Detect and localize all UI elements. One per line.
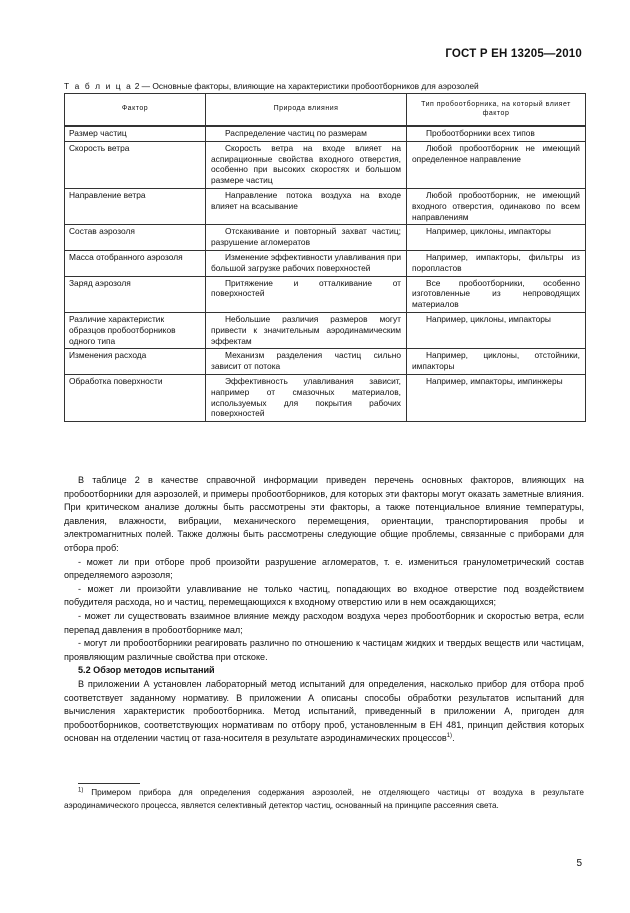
footnote-ref: 1) [446,733,453,740]
cell-type: Например, импакторы, импинжеры [407,374,586,421]
cell-factor: Изменения расхода [65,349,206,375]
cell-nature: Направление потока воздуха на входе влияет на всасывание [206,188,407,224]
cell-type: Пробоотборники всех типов [407,126,586,141]
body-text [64,474,584,746]
cell-nature: Отскакивание и повторный захват частиц; разрушение агломератов [206,225,407,251]
table-caption-text: 2 — Основные факторы, влияющие на характеристики пробоотборников для аэрозолей [134,81,479,91]
cell-factor: Масса отобранного аэрозоля [65,250,206,276]
cell-nature: Притяжение и отталкивание от поверхностей [206,276,407,312]
cell-type: Например, циклоны, отстойники, импакторы [407,349,586,375]
paragraph-test-methods-text: В приложении А установлен лабораторный метод испытаний для определения, насколько прибор для отбора проб соответствует заданному нормативу. В приложении А описаны способы обработки результатов испытаний для вычисления характеристик пробоотборника. Метод испытаний, приведенный в приложении А, пригоден для пробоотборников, соответствующих нормативам по отбору проб, установленным в ЕН 481, принцип действия которых основан на отделении частиц от газа-носителя в результате аэродинамических процессов [64,678,584,744]
cell-factor: Скорость ветра [65,141,206,188]
cell-factor: Обработка поверхности [65,374,206,421]
cell-factor: Различие характеристик образцов пробоотборников одного типа [65,312,206,348]
list-item-agglomerates: - может ли при отборе проб произойти разрушение агломератов, т. е. измениться гранулометрический состав определяемого аэрозоля; [64,556,584,581]
cell-type: Например, циклоны, импакторы [407,225,586,251]
cell-type: Все пробоотборники, особенно изготовленные из непроводящих материалов [407,276,586,312]
table-row [65,276,586,312]
factors-table [64,93,586,422]
cell-nature: Небольшие различия размеров могут привести к значительным аэродинамическим эффектам [206,312,407,348]
cell-factor: Состав аэрозоля [65,225,206,251]
paragraph-end: . [452,733,455,744]
table-caption-prefix: Т а б л и ц а [64,81,133,91]
cell-factor: Направление ветра [65,188,206,224]
table-row [65,349,586,375]
list-item-flow-wind: - может ли существовать взаимное влияние между расходом воздуха через пробоотборник и скоростью ветра, если перепад давления в пробоотборнике мал; [64,610,584,635]
table-header-row [65,94,586,127]
column-header-factor: Фактор [65,94,206,127]
column-header-nature: Природа влияния [206,94,407,127]
cell-type: Например, импакторы, фильтры из поропластов [407,250,586,276]
cell-factor: Заряд аэрозоля [65,276,206,312]
footnote [64,787,584,813]
cell-type: Любой пробоотборник, не имеющий входного отверстия, одинаково по всем направлениям [407,188,586,224]
list-item-liquid-solid: - могут ли пробоотборники реагировать различно по отношению к частицам жидких и твердых веществ или частицам, проявляющим различные свойства при отскоке. [64,638,584,662]
cell-nature: Изменение эффективности улавливания при большой загрузке рабочих поверхностей [206,250,407,276]
page-number: 5 [576,858,582,869]
footnote-divider [78,783,140,784]
footnote-text: Примером прибора для определения содержания аэрозолей, не отделяющего частицы от воздуха в результате аэродинамического процесса, является селективный детектор частиц, основанный на принципе рассеяния света. [64,788,584,810]
cell-type: Любой пробоотборник не имеющий определенное направление [407,141,586,188]
cell-nature: Скорость ветра на входе влияет на аспирационные свойства входного отверстия, особенно при высоких скоростях и большом размере частиц [206,141,407,188]
table-row [65,225,586,251]
paragraph-intro: В таблице 2 в качестве справочной информации приведен перечень основных факторов, влияющих на пробоотборники для аэрозолей, и примеры пробоотборников, для которых эти факторы могут оказать заметные влияния. При критическом анализе должны быть рассмотрены эти факторы, а также потенциальное влияние температуры, давления, влажности, вибрации, механического перемещения, ориентации, транспортирования пробы и электромагнитных полей. Также должны быть рассмотрены следующие общие проблемы, связанные с приборами для отбора проб: [64,475,584,553]
cell-nature: Эффективность улавливания зависит, например от смазочных материалов, используемых для покрытия рабочих поверхностей [206,374,407,421]
table-body [65,126,586,422]
table-row [65,374,586,421]
footnote-mark: 1) [78,787,84,794]
column-header-type: Тип пробоотборника, на который влияет фактор [407,94,586,127]
list-item-capture: - может ли произойти улавливание не только частиц, попадающих во входное отверстие под воздействием побудителя расхода, но и частиц, перемещающихся к входному отверстию или в нем осаждающихся; [64,583,584,608]
table-row [65,141,586,188]
cell-nature: Механизм разделения частиц сильно зависит от потока [206,349,407,375]
table-caption [64,81,584,91]
paragraph-test-methods [64,678,584,746]
standard-designation: ГОСТ Р ЕН 13205—2010 [445,48,582,60]
cell-type: Например, циклоны, импакторы [407,312,586,348]
table-row [65,126,586,141]
table-row [65,250,586,276]
cell-factor: Размер частиц [65,126,206,141]
cell-nature: Распределение частиц по размерам [206,126,407,141]
table-row [65,312,586,348]
table-row [65,188,586,224]
section-heading-5-2: 5.2 Обзор методов испытаний [78,665,215,676]
